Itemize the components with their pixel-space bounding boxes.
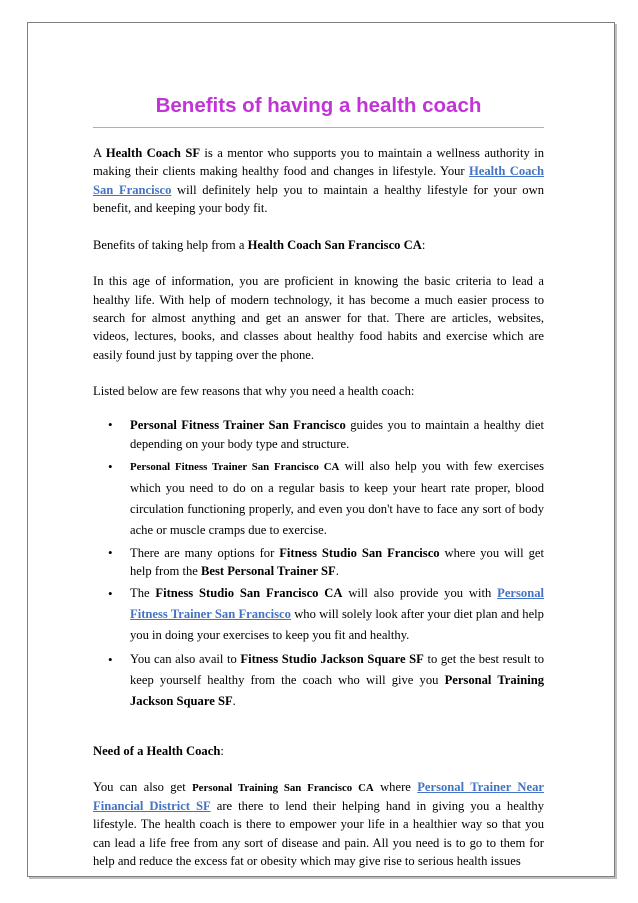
reasons-list — [93, 416, 544, 712]
document-content — [93, 95, 544, 888]
list-item: • There are many options for Fitness Studio San Francisco where you will get help from the Best Personal Trainer SF. — [130, 544, 544, 581]
health-coach-san-francisco-link[interactable]: Health Coach San Francisco — [93, 164, 545, 197]
list-item: • Personal Fitness Trainer San Francisco guides you to maintain a healthy diet depending on your body type and structure. — [130, 416, 544, 453]
page-title: Benefits of having a health coach — [155, 94, 482, 117]
listed-below-line: Listed below are few reasons that why you need a health coach: — [93, 383, 415, 398]
benefits-line: Benefits of taking help from a Health Coach San Francisco CA: — [93, 238, 426, 253]
personal-fitness-trainer-link[interactable]: Personal Fitness Trainer San Francisco — [130, 586, 544, 622]
personal-trainer-financial-district-link[interactable]: Personal Trainer Near Financial District SF — [93, 779, 544, 814]
intro-paragraph: A Health Coach SF is a mentor who supports you to maintain a wellness authority in making their clients making healthy food and changes in lifestyle. Your Health Coach San Francisco will definitely help you to maintain a healthy lifestyle for your own benefit, and keeping your body fit. — [93, 146, 545, 215]
list-item: • You can also avail to Fitness Studio Jackson Square SF to get the best result to keep yourself healthy from the coach who will give you Personal Training Jackson Square SF. — [130, 649, 544, 712]
need-heading: Need of a Health Coach: — [93, 744, 224, 759]
age-paragraph: In this age of information, you are proficient in knowing the basic criteria to lead a healthy life. With help of modern technology, it has become a much easier process to search for almost anything and get an answer for that. There are articles, websites, videos, lectures, books, and classes about healthy food habits and exercise which are easily found just by tapping over the phone. — [93, 274, 544, 362]
health-coach-sf-bold: Health Coach SF — [105, 146, 201, 160]
final-paragraph: You can also get Personal Training San Francisco CA where Personal Trainer Near Financial District SF are there to lend their helping hand in giving you a healthy lifestyle. The health coach is there to empower your life in a healthier way so that you can lead a life free from any sort of disease and pain. All you need is to go to them for help and reduce the excess fat or obesity which may give rise to serious health issues — [93, 779, 545, 868]
list-item: • Personal Fitness Trainer San Francisco CA will also help you with few exercises which you need to do on a regular basis to keep your heart rate proper, blood circulation functioning properly, and even you don't have to face any sort of body ache or muscle cramps due to exercise. — [130, 456, 544, 541]
list-item: • The Fitness Studio San Francisco CA will also provide you with Personal Fitness Trainer San Francisco who will solely look after your diet plan and help you in doing your exercises to keep you fit and healthy. — [130, 583, 544, 646]
title-divider — [93, 127, 544, 128]
